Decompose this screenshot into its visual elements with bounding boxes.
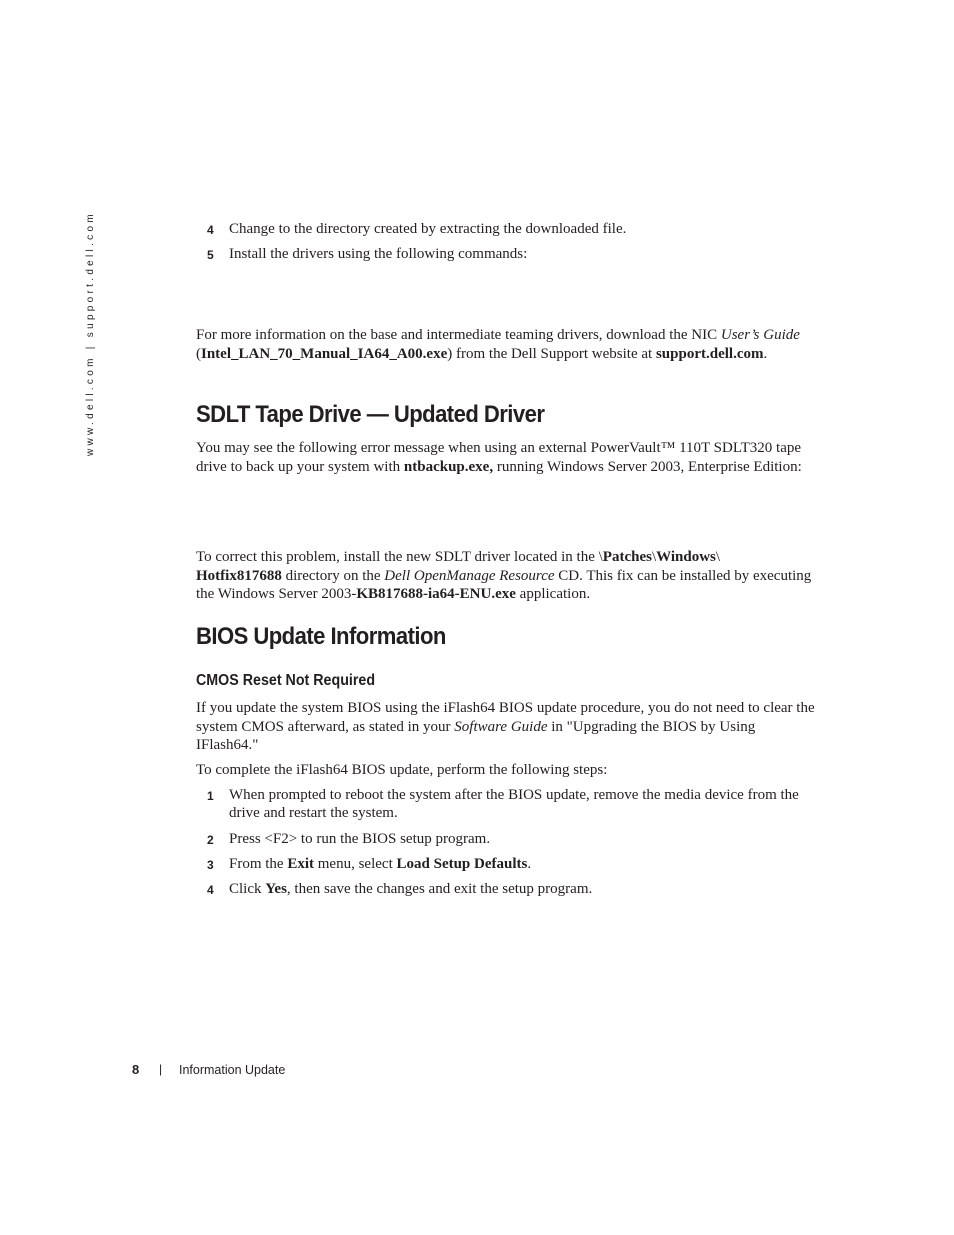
support-link[interactable]: support.dell.com bbox=[655, 345, 764, 362]
step-text: Press <F2> to run the BIOS setup program. bbox=[229, 831, 491, 847]
text-run: You may see the following error message when using an external PowerVault™ 110T SDLT320 tape drive to back up your system with bbox=[196, 440, 802, 475]
step-text: Install the drivers using the following commands: bbox=[229, 246, 528, 262]
option-name: Load Setup Defaults bbox=[396, 856, 528, 872]
text-run: . bbox=[763, 345, 768, 362]
sdlt-heading: SDLT Tape Drive — Updated Driver bbox=[196, 401, 545, 428]
text-run: , then save the changes and exit the setup program. bbox=[286, 881, 593, 897]
path-part: Patches bbox=[602, 549, 652, 565]
step-text bbox=[229, 855, 814, 873]
guide-title: User’s Guide bbox=[720, 327, 800, 343]
guide-title: Software Guide bbox=[454, 718, 548, 735]
text-run: in "Upgrading the BIOS by Using IFlash64." bbox=[196, 718, 756, 754]
step-number: 4 bbox=[207, 223, 214, 237]
path-part: Hotfix817688 bbox=[196, 567, 282, 584]
command-name: ntbackup.exe, bbox=[403, 458, 494, 475]
text-run: \ bbox=[715, 549, 721, 565]
bios-paragraph-2: To complete the iFlash64 BIOS update, perform the following steps: bbox=[196, 762, 608, 778]
text-run: . bbox=[527, 856, 532, 872]
text-run: For more information on the base and intermediate teaming drivers, download the NIC bbox=[196, 327, 721, 343]
text-run: Click bbox=[229, 881, 266, 897]
cd-title: Dell OpenManage Resource bbox=[384, 567, 555, 584]
cmos-subheading: CMOS Reset Not Required bbox=[196, 672, 376, 689]
footer-separator: | bbox=[159, 1062, 163, 1076]
text-run: ( bbox=[196, 345, 201, 362]
text-run: application. bbox=[515, 586, 591, 603]
text-run: running Windows Server 2003, Enterprise Edition: bbox=[493, 458, 802, 475]
bios-heading: BIOS Update Information bbox=[196, 623, 446, 650]
page-number: 8 bbox=[132, 1062, 140, 1077]
bios-paragraph-1 bbox=[196, 699, 816, 755]
sdlt-paragraph-1 bbox=[196, 439, 816, 476]
step-number: 2 bbox=[207, 833, 214, 847]
path-part: Windows bbox=[656, 549, 716, 565]
step-number: 1 bbox=[207, 789, 214, 803]
step-number: 5 bbox=[207, 248, 214, 262]
text-run: If you update the system BIOS using the iFlash64 BIOS update procedure, you do not need to clear the system CMOS afterward, as stated in your bbox=[196, 700, 815, 735]
text-run: To correct this problem, install the new SDLT driver located in the \ bbox=[196, 549, 603, 565]
side-url: www.dell.com | support.dell.com bbox=[85, 211, 96, 456]
sdlt-paragraph-2 bbox=[196, 548, 816, 604]
text-run: directory on the bbox=[281, 567, 385, 584]
more-info-paragraph bbox=[196, 326, 816, 363]
file-name: Intel_LAN_70_Manual_IA64_A00.exe bbox=[201, 345, 448, 362]
step-text: When prompted to reboot the system after the BIOS update, remove the media device from the drive and restart the system. bbox=[229, 787, 799, 821]
file-name: KB817688-ia64-ENU.exe bbox=[356, 586, 516, 603]
step-number: 3 bbox=[207, 858, 214, 872]
menu-name: Exit bbox=[287, 856, 315, 872]
text-run: menu, select bbox=[314, 856, 397, 872]
step-text: Change to the directory created by extracting the downloaded file. bbox=[229, 221, 627, 237]
text-run: CD. This fix can be installed by executing the Windows Server 2003- bbox=[196, 567, 812, 603]
option-name: Yes bbox=[265, 881, 287, 897]
step-text bbox=[229, 880, 814, 898]
text-run: From the bbox=[229, 856, 288, 872]
footer-title: Information Update bbox=[179, 1063, 286, 1077]
text-run: ) from the Dell Support website at bbox=[447, 345, 656, 362]
step-number: 4 bbox=[207, 883, 214, 897]
text-run: \ bbox=[651, 549, 657, 565]
